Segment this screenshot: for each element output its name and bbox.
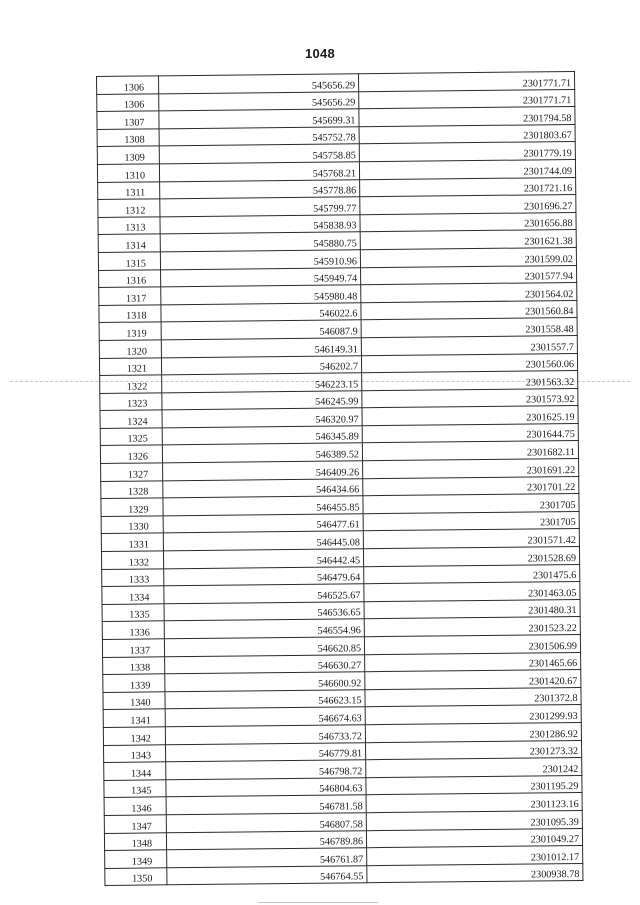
y-coordinate-cell: 2301480.31	[364, 599, 580, 619]
point-id-cell: 1343	[104, 744, 166, 762]
y-coordinate-cell: 2301771.71	[359, 89, 575, 109]
x-coordinate-cell: 546600.92	[165, 672, 365, 692]
y-coordinate-cell: 2301420.67	[365, 670, 581, 690]
point-id-cell: 1312	[98, 199, 160, 217]
x-coordinate-cell: 546674.63	[165, 707, 365, 727]
y-coordinate-cell: 2301123.16	[366, 793, 582, 813]
point-id-cell: 1313	[98, 217, 160, 235]
point-id-cell: 1322	[100, 375, 162, 393]
point-id-cell: 1328	[101, 480, 163, 498]
y-coordinate-cell: 2301095.39	[366, 810, 582, 830]
point-id-cell: 1314	[98, 234, 160, 252]
y-coordinate-cell: 2301012.17	[367, 846, 583, 866]
point-id-cell: 1331	[101, 533, 163, 551]
y-coordinate-cell: 2301571.42	[363, 529, 579, 549]
y-coordinate-cell: 2301696.27	[360, 195, 576, 215]
x-coordinate-cell: 546620.85	[164, 637, 364, 657]
x-coordinate-cell: 545656.29	[159, 91, 359, 111]
point-id-cell: 1336	[102, 621, 164, 639]
y-coordinate-cell: 2301475.6	[364, 564, 580, 584]
point-id-cell: 1311	[98, 181, 160, 199]
x-coordinate-cell: 546630.27	[165, 654, 365, 674]
y-coordinate-cell: 2301577.94	[361, 265, 577, 285]
x-coordinate-cell: 546764.55	[167, 865, 367, 885]
y-coordinate-cell: 2301286.92	[365, 722, 581, 742]
x-coordinate-cell: 545838.93	[160, 214, 360, 234]
point-id-cell: 1339	[103, 674, 165, 692]
point-id-cell: 1347	[104, 815, 166, 833]
y-coordinate-cell: 2301779.19	[359, 142, 575, 162]
point-id-cell: 1320	[99, 340, 161, 358]
y-coordinate-cell: 2301560.84	[361, 300, 577, 320]
point-id-cell: 1334	[102, 586, 164, 604]
y-coordinate-cell: 2301558.48	[361, 318, 577, 338]
point-id-cell: 1308	[97, 129, 159, 147]
y-coordinate-cell: 2301242	[366, 758, 582, 778]
y-coordinate-cell: 2301621.38	[360, 230, 576, 250]
x-coordinate-cell: 545799.77	[160, 197, 360, 217]
point-id-cell: 1338	[103, 656, 165, 674]
y-coordinate-cell: 2301465.66	[365, 652, 581, 672]
y-coordinate-cell: 2301273.32	[365, 740, 581, 760]
x-coordinate-cell: 546789.86	[166, 830, 366, 850]
y-coordinate-cell: 2301463.05	[364, 582, 580, 602]
point-id-cell: 1344	[104, 762, 166, 780]
point-id-cell: 1309	[97, 146, 159, 164]
x-coordinate-cell: 545656.29	[159, 74, 359, 94]
x-coordinate-cell: 545778.86	[160, 179, 360, 199]
point-id-cell: 1335	[102, 604, 164, 622]
y-coordinate-cell: 2301557.7	[361, 335, 577, 355]
y-coordinate-cell: 2301705	[363, 494, 579, 514]
x-coordinate-cell: 545752.78	[159, 127, 359, 147]
point-id-cell: 1310	[97, 164, 159, 182]
x-coordinate-cell: 545768.21	[159, 162, 359, 182]
y-coordinate-cell: 2301299.93	[365, 705, 581, 725]
x-coordinate-cell: 546807.58	[166, 813, 366, 833]
scan-edge-mark	[258, 902, 378, 903]
x-coordinate-cell: 546434.66	[163, 478, 363, 498]
y-coordinate-cell: 2301563.32	[362, 371, 578, 391]
point-id-cell: 1325	[100, 428, 162, 446]
point-id-cell: 1315	[98, 252, 160, 270]
y-coordinate-cell: 2301721.16	[360, 177, 576, 197]
point-id-cell: 1306	[97, 76, 159, 94]
point-id-cell: 1341	[103, 709, 165, 727]
point-id-cell: 1348	[104, 832, 166, 850]
y-coordinate-cell: 2301705	[363, 511, 579, 531]
x-coordinate-cell: 545949.74	[161, 267, 361, 287]
point-id-cell: 1346	[104, 797, 166, 815]
point-id-cell: 1317	[99, 287, 161, 305]
point-id-cell: 1306	[97, 93, 159, 111]
point-id-cell: 1318	[99, 305, 161, 323]
point-id-cell: 1340	[103, 692, 165, 710]
x-coordinate-cell: 546623.15	[165, 689, 365, 709]
y-coordinate-cell: 2301372.8	[365, 687, 581, 707]
x-coordinate-cell: 546087.9	[161, 320, 361, 340]
x-coordinate-cell: 546761.87	[167, 848, 367, 868]
point-id-cell: 1333	[102, 568, 164, 586]
x-coordinate-cell: 545758.85	[159, 144, 359, 164]
x-coordinate-cell: 545910.96	[160, 250, 360, 270]
coordinates-table-container	[96, 71, 583, 886]
y-coordinate-cell: 2301701.22	[363, 476, 579, 496]
point-id-cell: 1342	[103, 727, 165, 745]
point-id-cell: 1332	[101, 551, 163, 569]
x-coordinate-cell: 546345.89	[162, 426, 362, 446]
point-id-cell: 1316	[99, 269, 161, 287]
y-coordinate-cell: 2301644.75	[362, 423, 578, 443]
x-coordinate-cell: 546202.7	[161, 355, 361, 375]
point-id-cell: 1324	[100, 410, 162, 428]
y-coordinate-cell: 2301682.11	[362, 441, 578, 461]
point-id-cell: 1321	[99, 357, 161, 375]
x-coordinate-cell: 546525.67	[164, 584, 364, 604]
x-coordinate-cell: 546445.08	[163, 531, 363, 551]
y-coordinate-cell: 2301564.02	[361, 283, 577, 303]
point-id-cell: 1319	[99, 322, 161, 340]
x-coordinate-cell: 546733.72	[165, 725, 365, 745]
x-coordinate-cell: 546477.61	[163, 514, 363, 534]
x-coordinate-cell: 546442.45	[163, 549, 363, 569]
coordinates-table-body	[97, 71, 583, 885]
x-coordinate-cell: 545980.48	[161, 285, 361, 305]
y-coordinate-cell: 2301599.02	[360, 247, 576, 267]
x-coordinate-cell: 545880.75	[160, 232, 360, 252]
point-id-cell: 1327	[101, 463, 163, 481]
x-coordinate-cell: 546320.97	[162, 408, 362, 428]
x-coordinate-cell: 545699.31	[159, 109, 359, 129]
x-coordinate-cell: 546536.65	[164, 602, 364, 622]
point-id-cell: 1350	[105, 868, 167, 886]
point-id-cell: 1307	[97, 111, 159, 129]
x-coordinate-cell: 546223.15	[162, 373, 362, 393]
x-coordinate-cell: 546389.52	[162, 443, 362, 463]
y-coordinate-cell: 2301803.67	[359, 124, 575, 144]
y-coordinate-cell: 2301656.88	[360, 212, 576, 232]
x-coordinate-cell: 546245.99	[162, 390, 362, 410]
x-coordinate-cell: 546798.72	[166, 760, 366, 780]
y-coordinate-cell: 2301528.69	[363, 546, 579, 566]
y-coordinate-cell: 2301573.92	[362, 388, 578, 408]
point-id-cell: 1337	[102, 639, 164, 657]
x-coordinate-cell: 546149.31	[161, 338, 361, 358]
table-row	[105, 863, 583, 886]
point-id-cell: 1349	[105, 850, 167, 868]
x-coordinate-cell: 546409.26	[163, 461, 363, 481]
y-coordinate-cell: 2301771.71	[358, 71, 574, 91]
y-coordinate-cell: 2301744.09	[359, 159, 575, 179]
x-coordinate-cell: 546804.63	[166, 777, 366, 797]
point-id-cell: 1326	[100, 445, 162, 463]
point-id-cell: 1323	[100, 393, 162, 411]
y-coordinate-cell: 2301691.22	[363, 459, 579, 479]
x-coordinate-cell: 546779.81	[166, 742, 366, 762]
x-coordinate-cell: 546479.64	[164, 566, 364, 586]
y-coordinate-cell: 2300938.78	[367, 863, 583, 883]
y-coordinate-cell: 2301049.27	[366, 828, 582, 848]
y-coordinate-cell: 2301560.06	[361, 353, 577, 373]
x-coordinate-cell: 546554.96	[164, 619, 364, 639]
y-coordinate-cell: 2301195.29	[366, 775, 582, 795]
y-coordinate-cell: 2301625.19	[362, 406, 578, 426]
point-id-cell: 1330	[101, 516, 163, 534]
y-coordinate-cell: 2301794.58	[359, 107, 575, 127]
y-coordinate-cell: 2301506.99	[364, 634, 580, 654]
point-id-cell: 1329	[101, 498, 163, 516]
coordinates-table	[96, 71, 583, 886]
page-number: 1048	[304, 46, 336, 61]
point-id-cell: 1345	[104, 780, 166, 798]
x-coordinate-cell: 546455.85	[163, 496, 363, 516]
y-coordinate-cell: 2301523.22	[364, 617, 580, 637]
x-coordinate-cell: 546022.6	[161, 302, 361, 322]
x-coordinate-cell: 546781.58	[166, 795, 366, 815]
